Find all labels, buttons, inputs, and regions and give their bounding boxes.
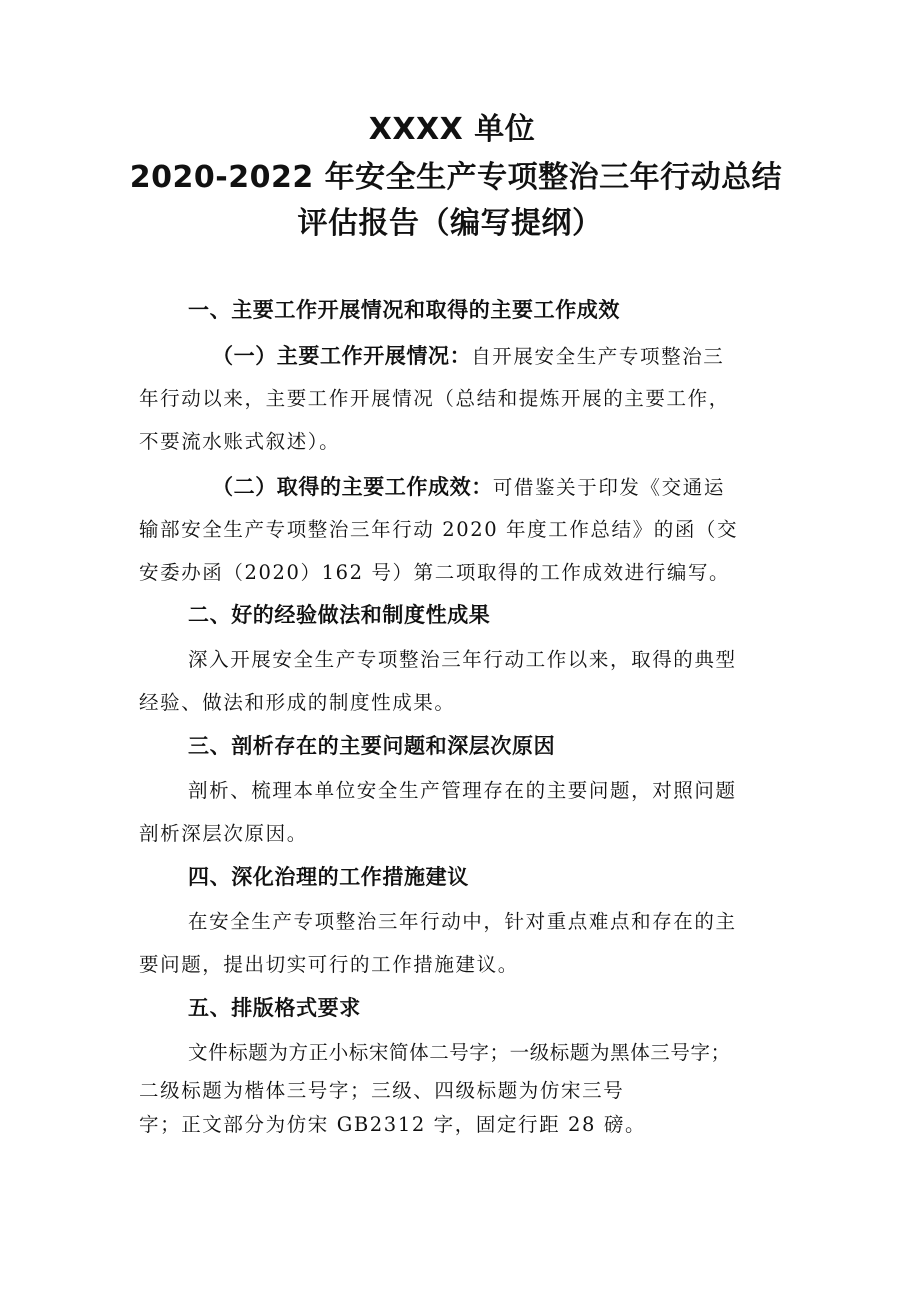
section-1-sub-2-label: （二）取得的主要工作成效： xyxy=(212,475,493,499)
section-2-heading: 二、好的经验做法和制度性成果 xyxy=(188,603,491,627)
section-4-line-2: 要问题，提出切实可行的工作措施建议。 xyxy=(139,953,519,976)
section-1-sub-1-line-3: 不要流水账式叙述）。 xyxy=(139,430,341,453)
section-1-sub-2-line-2: 输部安全生产专项整治三年行动 2020 年度工作总结》的函（交 xyxy=(139,518,739,541)
section-3-line-1: 剖析、梳理本单位安全生产管理存在的主要问题，对照问题 xyxy=(188,779,737,802)
title-line-2: 2020-2022 年安全生产专项整治三年行动总结 xyxy=(129,160,783,195)
section-3-heading: 三、剖析存在的主要问题和深层次原因 xyxy=(188,734,556,758)
section-1-sub-1-text: 自开展安全生产专项整治三 xyxy=(471,345,725,368)
section-1-heading: 一、主要工作开展情况和取得的主要工作成效 xyxy=(188,298,620,322)
section-1-sub-2-line-3: 安委办函（2020）162 号）第二项取得的工作成效进行编写。 xyxy=(139,561,731,584)
title-line-3: 评估报告（编写提纲） xyxy=(297,206,603,241)
title-line-1: XXXX 单位 xyxy=(368,112,536,147)
section-1-sub-1-line-2: 年行动以来，主要工作开展情况（总结和提炼开展的主要工作， xyxy=(139,387,730,410)
section-1-sub-2-text: 可借鉴关于印发《交通运 xyxy=(492,476,725,499)
section-1-sub-2-first-line xyxy=(212,467,725,508)
section-4-heading: 四、深化治理的工作措施建议 xyxy=(188,865,469,889)
section-4-line-1: 在安全生产专项整治三年行动中，针对重点难点和存在的主 xyxy=(188,910,737,933)
section-2-line-1: 深入开展安全生产专项整治三年行动工作以来，取得的典型 xyxy=(188,648,737,671)
section-1-sub-1-label: （一）主要工作开展情况： xyxy=(212,344,472,368)
section-5-line-1: 文件标题为方正小标宋简体二号字；一级标题为黑体三号字； xyxy=(188,1041,731,1064)
section-5-heading: 五、排版格式要求 xyxy=(188,996,361,1020)
section-1-sub-1-first-line xyxy=(212,336,724,377)
section-2-line-2: 经验、做法和形成的制度性成果。 xyxy=(139,691,456,714)
section-5-line-2: 二级标题为楷体三号字；三级、四级标题为仿宋三号 xyxy=(139,1079,625,1102)
section-5-line-3: 字；正文部分为仿宋 GB2312 字，固定行距 28 磅。 xyxy=(139,1113,647,1136)
section-3-line-2: 剖析深层次原因。 xyxy=(139,822,308,845)
